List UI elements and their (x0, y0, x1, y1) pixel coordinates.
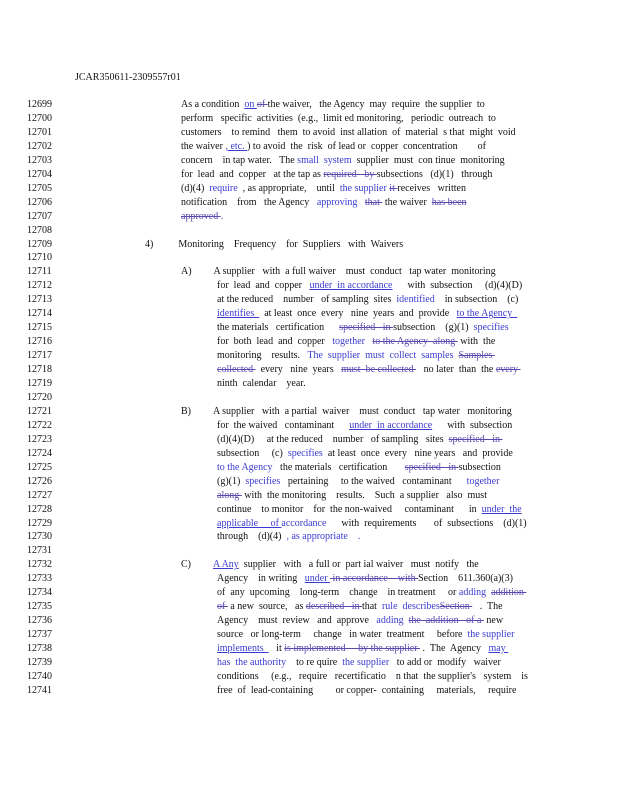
line-number: 12725 (27, 461, 52, 473)
deleted-text: specified in (448, 433, 503, 445)
added-text: . (220, 210, 224, 222)
text-line (145, 238, 403, 252)
line-number: 12705 (27, 182, 52, 194)
line-number: 12732 (27, 559, 52, 571)
text-line (217, 461, 501, 475)
line-number: 12714 (27, 308, 52, 320)
text-line (181, 168, 492, 182)
text-segment: in subsection (c) (437, 294, 519, 306)
text-segment: with the (457, 336, 496, 348)
inserted-text: under in accordance (349, 419, 433, 431)
line-number: 12739 (27, 657, 52, 668)
text-segment: conditions (e.g., require recertificatio n that the supplier's system is (217, 670, 528, 682)
text-segment: new (483, 615, 504, 627)
line-number: 12703 (27, 154, 52, 166)
deleted-text: along (217, 489, 242, 501)
deleted-text: it (389, 182, 398, 194)
text-line (217, 586, 526, 600)
line-number: 12724 (27, 447, 52, 459)
text-segment: (d)(4)(D) at the reduced number of sampling sites (217, 433, 449, 445)
added-text: specifies (287, 447, 323, 459)
text-line (217, 475, 499, 489)
deleted-text: approved (181, 210, 221, 222)
text-segment: As a condition (181, 99, 245, 110)
inserted-text: implements (217, 643, 269, 655)
text-line (217, 572, 513, 586)
deleted-text: Section (439, 601, 473, 613)
added-text: together (332, 336, 366, 348)
line-number: 12720 (27, 391, 52, 403)
text-segment: subsection (g)(1) (393, 322, 474, 334)
text-line (217, 293, 518, 307)
added-text: approving (316, 196, 358, 208)
line-number: 12726 (27, 475, 52, 487)
added-text: adding (376, 615, 404, 627)
text-segment: Agency in writing (217, 573, 305, 585)
text-line (181, 140, 486, 154)
deleted-text: described in (305, 601, 362, 613)
text-segment: with subsection (d)(4)(D) (392, 280, 523, 292)
text-segment: pertaining to the waived contaminant (280, 475, 467, 487)
text-segment: to add or modify waiver (389, 657, 501, 668)
text-line (217, 517, 527, 531)
deleted-text: has been (431, 196, 467, 208)
text-line (181, 126, 516, 140)
inserted-text: identifies (217, 308, 260, 320)
deleted-text: every (495, 364, 521, 376)
text-line (217, 419, 512, 433)
text-segment: subsections (d)(1) through (376, 168, 493, 180)
added-text: small system (297, 154, 352, 166)
added-text: adding (458, 587, 487, 599)
line-number: 12741 (27, 684, 52, 696)
deleted-text: is implemented by the supplier (284, 643, 421, 655)
deleted-text: of (256, 99, 268, 110)
text-line (181, 558, 479, 572)
deleted-text: Samples (458, 350, 495, 362)
text-line (217, 377, 306, 391)
text-line (217, 349, 495, 363)
added-text: rule describes (381, 601, 440, 613)
line-number: 12722 (27, 419, 52, 431)
text-segment: the materials certification (217, 322, 340, 334)
text-segment: at the reduced number of sampling sites (217, 294, 397, 306)
line-number: 12711 (27, 266, 52, 278)
text-segment: (g)(1) (217, 475, 246, 487)
text-line (217, 600, 503, 614)
text-segment: supplier must con tinue monitoring (351, 154, 505, 166)
text-segment: A) A supplier with a full waiver must conduct tap water monitoring (181, 266, 496, 278)
text-segment: no later than the (416, 364, 496, 376)
inserted-text: under in accordance (309, 280, 393, 292)
inserted-text: , etc. (225, 140, 248, 152)
text-segment: supplier with a full or part ial waiver must notify the (238, 559, 479, 571)
text-segment: the materials certification (272, 461, 405, 473)
line-number: 12700 (27, 112, 52, 124)
text-segment: at least once every nine years and provide (259, 308, 457, 320)
added-text: the supplier (339, 182, 390, 194)
added-text: , as appropriate . (286, 531, 361, 543)
line-number: 12710 (27, 252, 52, 264)
inserted-text: under the (481, 503, 522, 515)
text-segment: ) to avoid the risk of lead or copper concentration of (247, 140, 486, 152)
text-segment: , as appropriate, until (240, 182, 340, 194)
added-text: identified (396, 294, 438, 306)
deleted-text: required by (323, 168, 377, 180)
text-segment: for both lead and copper (217, 336, 333, 348)
line-number: 12728 (27, 503, 52, 515)
deleted-text: collected (217, 364, 256, 376)
text-segment: perform specific activities (e.g., limit ed monitoring, periodic outreach to (181, 112, 496, 124)
added-text: the supplier (342, 657, 390, 668)
text-segment: 4) Monitoring Frequency for Suppliers with Waivers (145, 238, 404, 250)
line-number: 12709 (27, 238, 52, 250)
text-line (181, 196, 467, 210)
text-segment: free of lead-containing or copper- containing materials, require (217, 684, 517, 696)
text-segment: continue to monitor for the non-waived contaminant in (217, 503, 482, 515)
text-segment: through (d)(4) (217, 531, 287, 543)
text-segment: concern in tap water. The (181, 154, 298, 166)
line-number: 12706 (27, 196, 52, 208)
text-line (181, 265, 496, 279)
line-number: 12731 (27, 545, 52, 557)
deleted-text: specified in (404, 461, 459, 473)
deleted-text: the addition of a (408, 615, 484, 627)
text-segment: with subsection (432, 419, 513, 431)
text-segment: a new source, as (227, 601, 306, 613)
deleted-text: must be collected (341, 364, 417, 376)
text-segment: . The (472, 601, 503, 613)
line-number: 12718 (27, 364, 52, 376)
line-number: 12736 (27, 615, 52, 627)
added-text: to the Agency (217, 461, 273, 473)
text-line (217, 489, 487, 503)
text-segment: for the waived contaminant (217, 419, 350, 431)
added-text: the supplier (467, 629, 515, 641)
deleted-text: that (364, 196, 383, 208)
text-segment: monitoring results. (217, 350, 308, 362)
line-number: 12699 (27, 99, 52, 110)
text-line (217, 363, 521, 377)
text-segment: every nine years (255, 364, 342, 376)
text-segment: B) A supplier with a partial waiver must conduct tap water monitoring (181, 405, 512, 417)
line-number: 12729 (27, 517, 52, 529)
line-number: 12701 (27, 126, 52, 138)
text-line (217, 656, 501, 670)
added-text: specifies (245, 475, 281, 487)
line-number: 12730 (27, 531, 52, 543)
line-number: 12719 (27, 378, 52, 389)
text-segment: notification from the Agency (181, 196, 317, 208)
text-line (217, 684, 516, 698)
line-number: 12734 (27, 587, 52, 599)
inserted-text: applicable of (217, 517, 282, 529)
line-number: 12702 (27, 140, 52, 152)
text-line (181, 182, 466, 196)
line-number: 12712 (27, 280, 52, 292)
text-line (217, 670, 528, 684)
deleted-text: addition (491, 587, 527, 599)
inserted-text: on (244, 99, 257, 110)
line-number: 12707 (27, 210, 52, 222)
line-number: 12738 (27, 643, 52, 655)
line-number: 12735 (27, 601, 52, 613)
text-line (217, 628, 514, 642)
text-segment (365, 336, 373, 347)
line-number: 12708 (27, 224, 52, 236)
text-line (217, 321, 509, 335)
text-segment: C) (181, 559, 213, 571)
text-line (217, 447, 513, 461)
line-number: 12716 (27, 336, 52, 348)
deleted-text: of (217, 601, 228, 613)
line-number: 12717 (27, 350, 52, 362)
text-line (217, 614, 503, 628)
text-line (181, 210, 223, 224)
text-segment: with the monitoring results. Such a supplier also must (241, 489, 487, 501)
text-segment: source or long-term change in water treatment before (217, 629, 468, 641)
text-line (181, 98, 485, 112)
text-segment: with requirements of subsections (d)(1) (328, 517, 527, 529)
inserted-text: under (304, 573, 331, 585)
text-segment: Agency must review and approve (217, 615, 377, 627)
document-id-header: JCAR350611-2309557r01 (75, 72, 181, 83)
text-segment: customers to remind them to avoid inst allation of material s that might void (181, 126, 516, 138)
deleted-text: in accordance with (330, 573, 419, 585)
text-segment: the waiver (181, 140, 226, 152)
added-text: specifies (473, 322, 509, 334)
added-text: together (466, 475, 500, 487)
text-line (217, 279, 522, 293)
added-text: accordance (281, 517, 329, 529)
line-number: 12715 (27, 322, 52, 334)
text-segment: Section 611.360(a)(3) (418, 573, 513, 585)
text-segment: . The Agency (420, 643, 489, 655)
line-number: 12740 (27, 670, 52, 682)
text-line (217, 433, 502, 447)
text-line (217, 335, 495, 349)
text-segment: (d)(4) (181, 182, 210, 194)
text-segment: ninth calendar year. (217, 378, 306, 389)
text-segment: to re quire (286, 657, 343, 668)
line-number: 12727 (27, 489, 52, 501)
added-text: require (209, 182, 241, 194)
text-segment (357, 197, 365, 208)
text-line (217, 503, 522, 517)
text-segment: for lead and copper (217, 280, 310, 292)
text-segment: subsection (458, 461, 501, 473)
inserted-text: to the Agency (456, 308, 518, 320)
text-segment: receives written (397, 182, 466, 194)
text-segment: for lead and copper at the tap as (181, 168, 324, 180)
added-text: The supplier must collect samples (307, 350, 454, 362)
added-text: has the authority (217, 657, 287, 668)
text-line (181, 405, 512, 419)
deleted-text: to the Agency along (372, 336, 458, 348)
text-segment: it (268, 643, 285, 655)
line-number: 12704 (27, 168, 52, 180)
text-line (217, 642, 508, 656)
deleted-text: specified in (339, 322, 394, 334)
text-line (217, 307, 517, 321)
text-line (181, 112, 496, 126)
text-segment: the waiver (382, 196, 432, 208)
text-segment: subsection (c) (217, 447, 288, 459)
text-line (181, 154, 505, 168)
text-segment: at least once every nine years and provide (322, 447, 513, 459)
line-number: 12723 (27, 433, 52, 445)
text-segment: the waiver, the Agency may require the supplier to (267, 99, 485, 110)
inserted-text: A Any (212, 559, 239, 571)
text-segment: that (361, 601, 382, 613)
line-number: 12721 (27, 405, 52, 417)
inserted-text: may (488, 643, 509, 655)
text-segment: of any upcoming long-term change in treatment or (217, 587, 459, 599)
text-line (217, 530, 360, 544)
line-number: 12713 (27, 294, 52, 306)
line-number: 12737 (27, 629, 52, 641)
line-number: 12733 (27, 573, 52, 585)
